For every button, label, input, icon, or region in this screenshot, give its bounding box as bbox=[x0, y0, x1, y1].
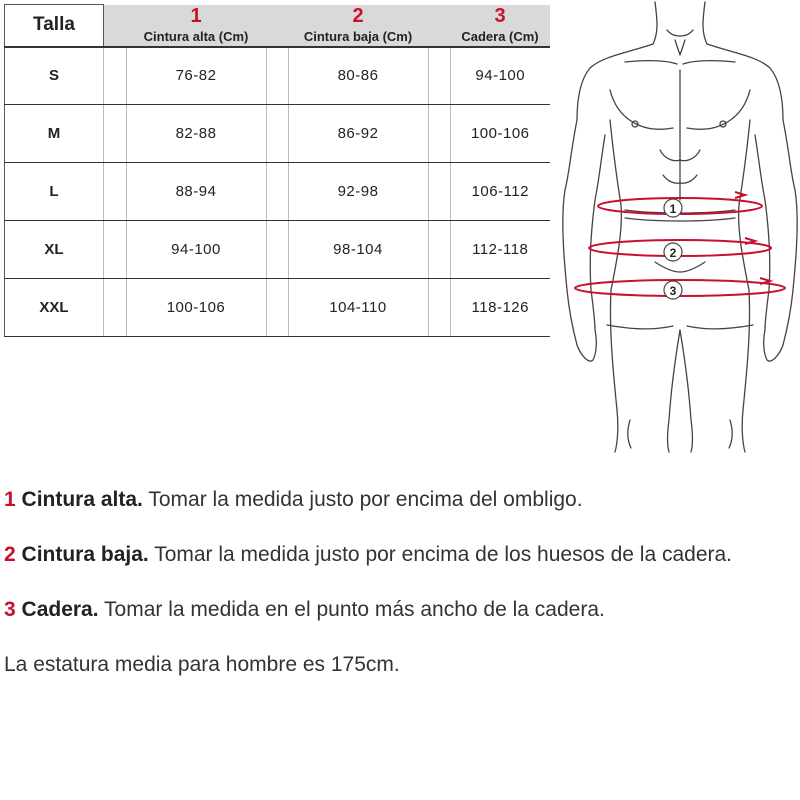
table-row bbox=[5, 47, 551, 105]
waist-low-cell: 86-92 bbox=[288, 105, 428, 163]
waist-high-cell: 88-94 bbox=[126, 163, 266, 221]
header-spacer bbox=[428, 5, 450, 47]
spacer-cell bbox=[104, 221, 127, 279]
note-title: Cadera. bbox=[21, 598, 99, 621]
spacer-cell bbox=[428, 163, 450, 221]
spacer-cell bbox=[428, 221, 450, 279]
waist-low-cell: 98-104 bbox=[288, 221, 428, 279]
body-outline-figure bbox=[555, 0, 800, 455]
note-hip bbox=[4, 598, 605, 622]
note-number: 1 bbox=[4, 488, 16, 511]
hip-cell: 118-126 bbox=[450, 279, 550, 337]
average-height-note: La estatura media para hombre es 175cm. bbox=[4, 653, 400, 676]
table-row bbox=[5, 105, 551, 163]
waist-low-cell: 80-86 bbox=[288, 47, 428, 105]
spacer-cell bbox=[428, 105, 450, 163]
spacer-cell bbox=[266, 47, 288, 105]
spacer-cell bbox=[104, 163, 127, 221]
size-header: Talla bbox=[5, 5, 104, 47]
column-number: 3 bbox=[494, 5, 506, 27]
size-cell: M bbox=[5, 105, 104, 163]
note-waist-high bbox=[4, 488, 583, 512]
column-number: 2 bbox=[352, 5, 364, 27]
note-text: Tomar la medida justo por encima del ombligo. bbox=[142, 488, 583, 511]
note-title: Cintura baja. bbox=[21, 543, 149, 566]
hip-cell: 94-100 bbox=[450, 47, 550, 105]
spacer-cell bbox=[428, 47, 450, 105]
marker-label: 2 bbox=[669, 246, 677, 260]
spacer-cell bbox=[266, 221, 288, 279]
spacer-cell bbox=[266, 163, 288, 221]
marker-label: 3 bbox=[669, 284, 677, 298]
note-title: Cintura alta. bbox=[21, 488, 143, 511]
body-outline bbox=[563, 2, 797, 452]
column-label: Cintura alta (Cm) bbox=[143, 29, 249, 44]
size-cell: L bbox=[5, 163, 104, 221]
spacer-cell bbox=[428, 279, 450, 337]
waist-high-cell: 94-100 bbox=[126, 221, 266, 279]
spacer-cell bbox=[104, 279, 127, 337]
note-text: Tomar la medida justo por encima de los huesos de la cadera. bbox=[148, 543, 733, 566]
note-waist-low bbox=[4, 543, 732, 567]
spacer-cell bbox=[104, 105, 127, 163]
table-header-row bbox=[5, 5, 551, 47]
table-row bbox=[5, 221, 551, 279]
table-row bbox=[5, 163, 551, 221]
spacer-cell bbox=[266, 279, 288, 337]
header-spacer bbox=[266, 5, 288, 47]
size-cell: S bbox=[5, 47, 104, 105]
waist-high-cell: 82-88 bbox=[126, 105, 266, 163]
spacer-cell bbox=[104, 47, 127, 105]
spacer-cell bbox=[266, 105, 288, 163]
header-spacer bbox=[104, 5, 127, 47]
measure-marker-3 bbox=[664, 281, 682, 299]
column-label: Cadera (Cm) bbox=[461, 29, 539, 44]
size-chart-table bbox=[4, 4, 550, 337]
size-cell: XL bbox=[5, 221, 104, 279]
waist-high-cell: 76-82 bbox=[126, 47, 266, 105]
note-number: 3 bbox=[4, 598, 16, 621]
table-row bbox=[5, 279, 551, 337]
hip-cell: 106-112 bbox=[450, 163, 550, 221]
hip-cell: 100-106 bbox=[450, 105, 550, 163]
size-cell: XXL bbox=[5, 279, 104, 337]
waist-low-cell: 92-98 bbox=[288, 163, 428, 221]
column-label: Cintura baja (Cm) bbox=[303, 29, 413, 44]
measure-marker-2 bbox=[664, 243, 682, 261]
measure-marker-1 bbox=[664, 199, 682, 217]
column-header-hip bbox=[450, 5, 550, 47]
note-number: 2 bbox=[4, 543, 16, 566]
column-header-waist-high bbox=[126, 5, 266, 47]
waist-low-cell: 104-110 bbox=[288, 279, 428, 337]
note-text: Tomar la medida en el punto más ancho de la cadera. bbox=[98, 598, 605, 621]
marker-label: 1 bbox=[669, 202, 677, 216]
column-header-waist-low bbox=[288, 5, 428, 47]
column-number: 1 bbox=[190, 5, 202, 27]
hip-cell: 112-118 bbox=[450, 221, 550, 279]
waist-high-cell: 100-106 bbox=[126, 279, 266, 337]
